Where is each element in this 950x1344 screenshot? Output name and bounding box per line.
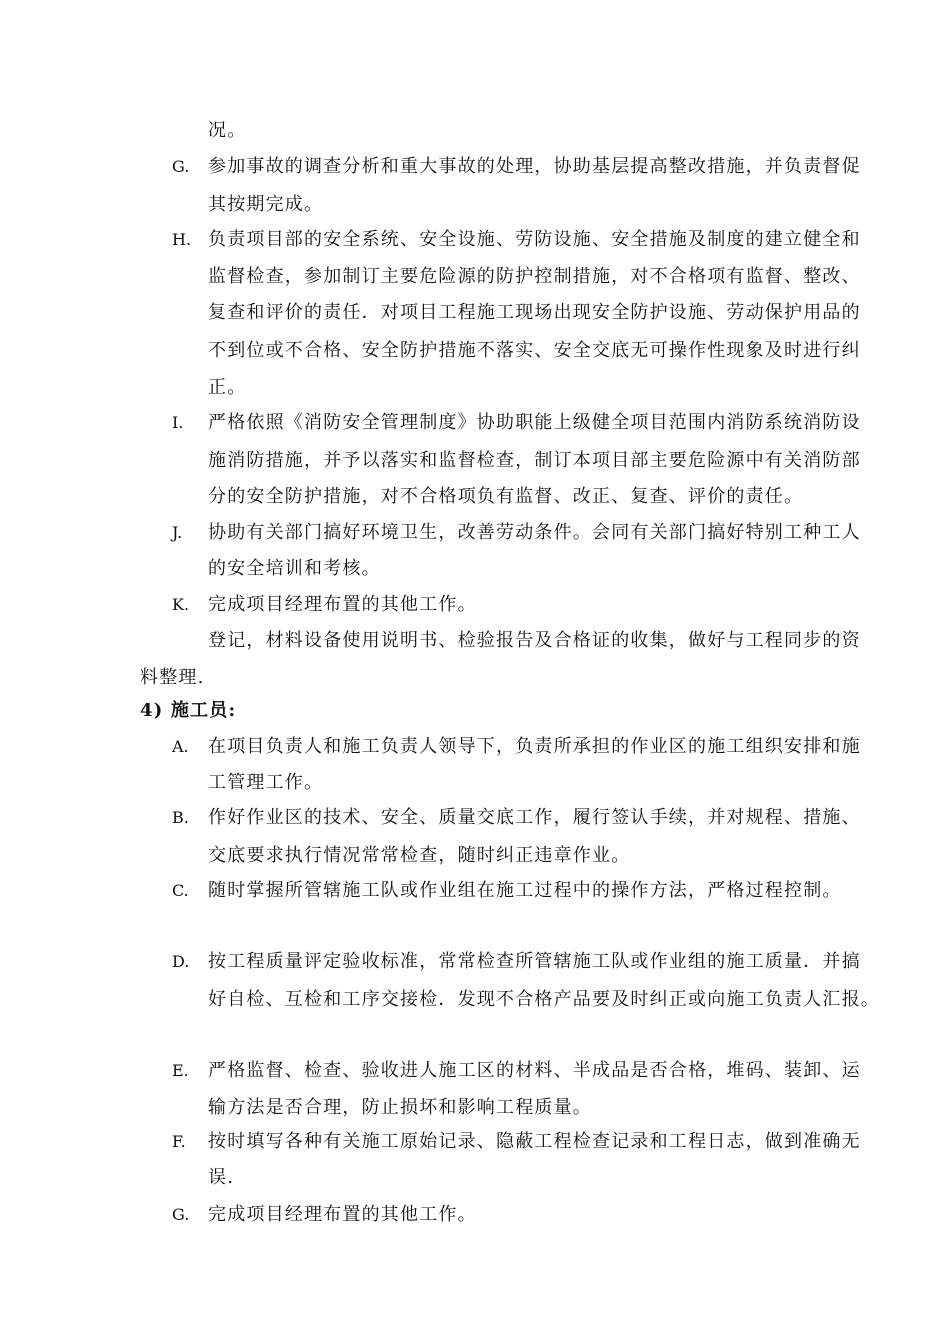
list-item-line: 作好作业区的技术、安全、质量交底工作，履行签认手续，并对规程、措施、 [208,807,861,828]
list-item-line: 在项目负责人和施工负责人领导下，负责所承担的作业区的施工组织安排和施 [208,736,861,757]
list-item-line: 完成项目经理布置的其他工作。 [208,1204,477,1225]
list-item-line: 分的安全防护措施，对不合格项负有监督、改正、复查、评价的责任。 [208,486,804,507]
list-item-line: 协助有关部门搞好环境卫生，改善劳动条件。会同有关部门搞好特别工种工人 [208,522,861,543]
list-marker: J. [172,523,183,542]
list-item-line: 正。 [208,377,247,398]
list-marker: F. [172,1132,186,1151]
list-item-line: 误. [208,1167,235,1188]
list-item-line: 复查和评价的责任．对项目工程施工现场出现安全防护设施、劳动保护用品的 [208,302,861,323]
list-item-line: 交底要求执行情况常常检查，随时纠正违章作业。 [208,845,631,866]
list-item-line: 好自检、互检和工序交接检．发现不合格产品要及时纠正或向施工负责人汇报。 [208,989,880,1010]
list-item-line: 输方法是否合理，防止损坏和影响工程质量。 [208,1097,592,1118]
list-marker: H. [172,230,192,249]
list-marker: K. [172,595,190,614]
list-item-line: 不到位或不合格、安全防护措施不落实、安全交底无可操作性现象及时进行纠 [208,340,861,361]
paragraph-line: 料整理. [140,667,205,688]
section-heading: 4) 施工员: [140,700,237,721]
list-marker: A. [172,737,189,756]
list-item-line: 监督检查，参加制订主要危险源的防护控制措施，对不合格项有监督、整改、 [208,266,861,287]
list-marker: C. [172,881,189,900]
list-item-line: 其按期完成。 [208,194,324,215]
list-item-line: 随时掌握所管辖施工队或作业组在施工过程中的操作方法，严格过程控制。 [208,880,842,901]
list-item-line: 况。 [208,120,247,141]
paragraph-line: 登记，材料设备使用说明书、检验报告及合格证的收集，做好与工程同步的资 [208,630,861,651]
list-item-line: 工管理工作。 [208,772,324,793]
list-marker: I. [172,413,184,432]
list-item-line: 施消防措施，并予以落实和监督检查，制订本项目部主要危险源中有关消防部 [208,450,861,471]
list-item-line: 的安全培训和考核。 [208,558,381,579]
list-item-line: 严格监督、检查、验收进人施工区的材料、半成品是否合格，堆码、装卸、运 [208,1060,861,1081]
list-item-line: 按工程质量评定验收标准，常常检查所管辖施工队或作业组的施工质量．并搞 [208,951,861,972]
list-marker: B. [172,808,189,827]
list-item-line: 负责项目部的安全系统、安全设施、劳防设施、安全措施及制度的建立健全和 [208,229,861,250]
list-marker: E. [172,1061,189,1080]
list-marker: D. [172,952,190,971]
list-item-line: 参加事故的调查分析和重大事故的处理，协助基层提高整改措施，并负责督促 [208,156,861,177]
list-marker: G. [172,1205,190,1224]
list-item-line: 按时填写各种有关施工原始记录、隐蔽工程检查记录和工程日志，做到准确无 [208,1131,861,1152]
list-item-line: 严格依照《消防安全管理制度》协助职能上级健全项目范围内消防系统消防设 [208,412,861,433]
list-marker: G. [172,157,190,176]
list-item-line: 完成项目经理布置的其他工作。 [208,594,477,615]
